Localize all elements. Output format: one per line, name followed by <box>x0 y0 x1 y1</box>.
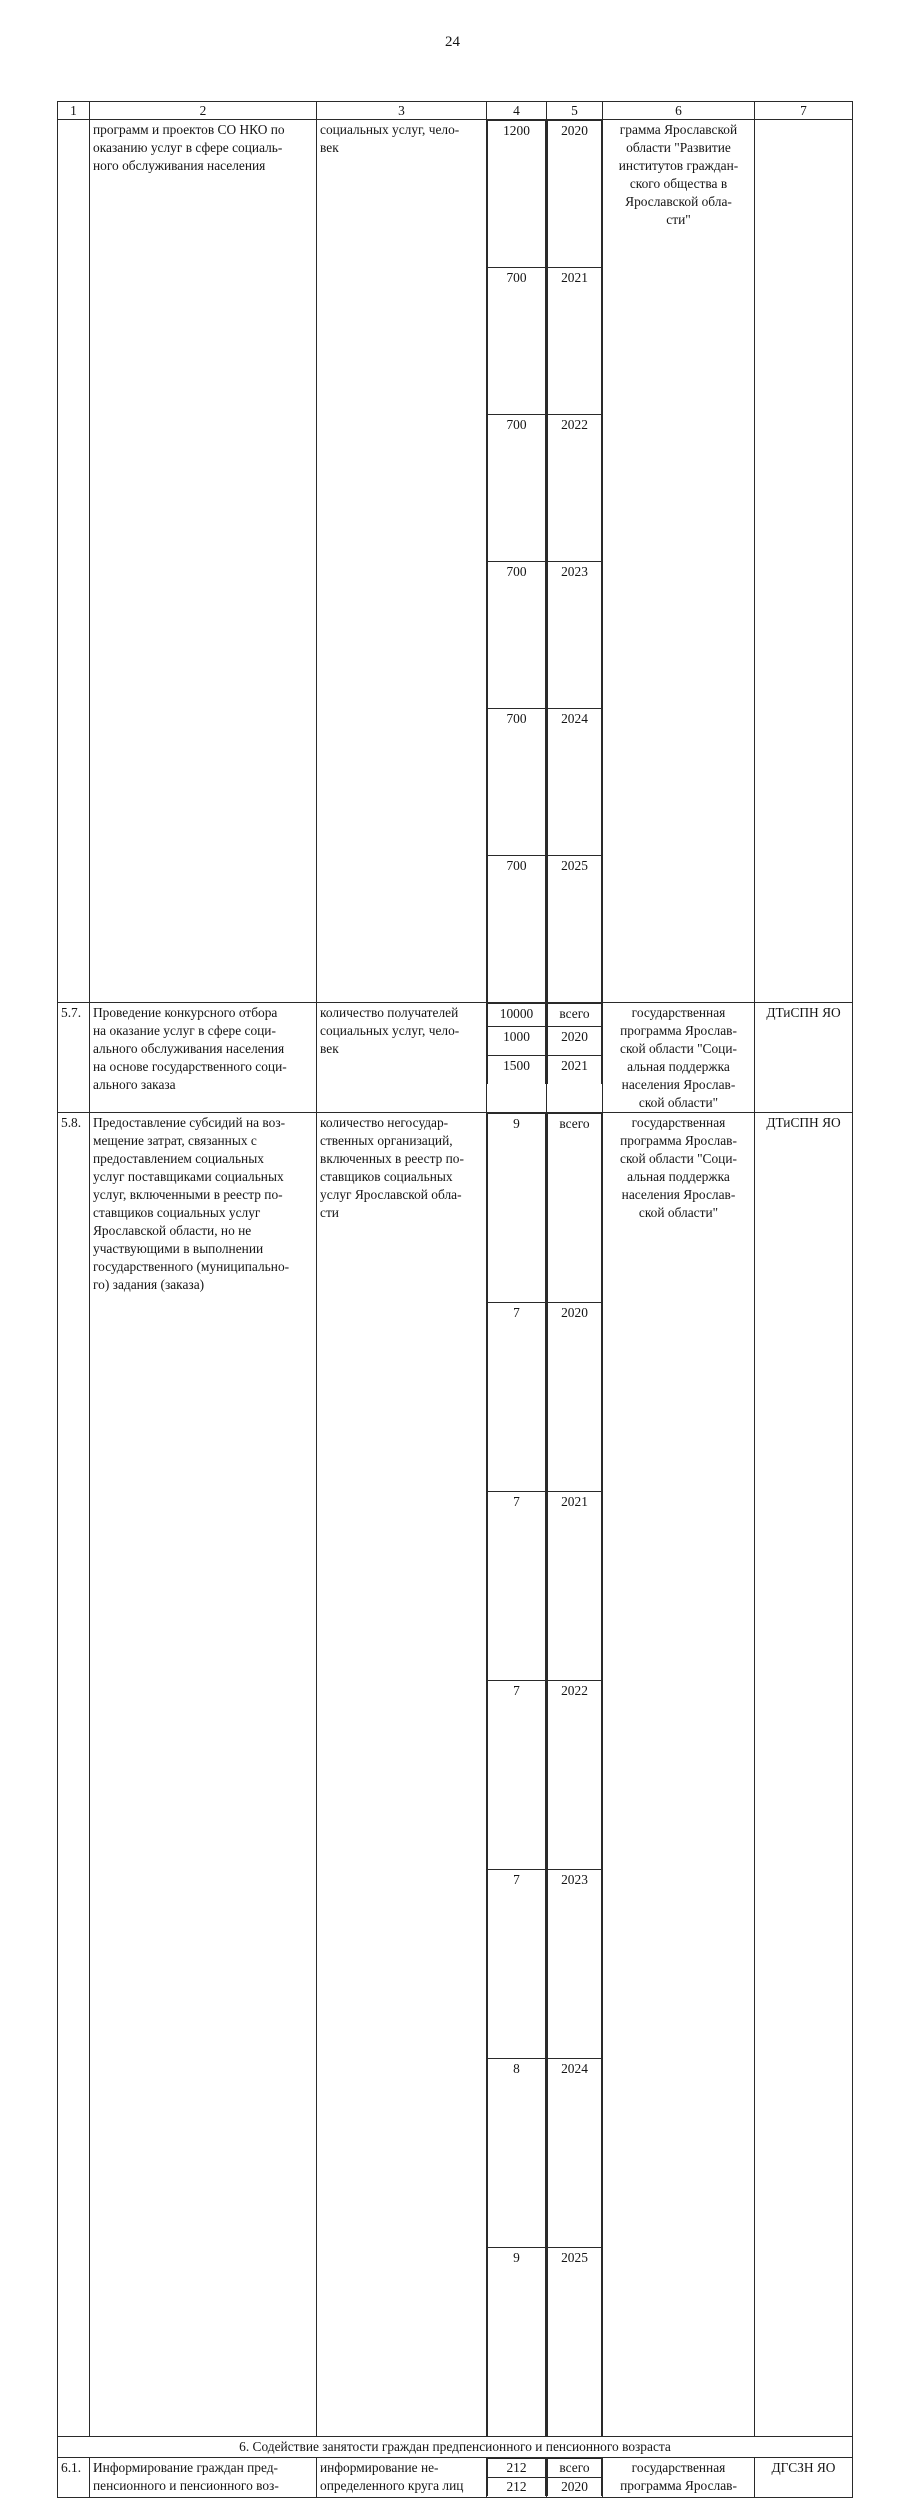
indicator-name: социальных услуг, чело- век <box>317 120 487 1003</box>
amount-value: 1500 <box>488 1056 546 1085</box>
year-value: 2024 <box>548 709 602 856</box>
measures-table <box>57 101 853 2498</box>
row-number <box>58 120 90 1003</box>
year-cell <box>547 1113 603 2437</box>
program-name: государственная программа Ярослав- ской области "Соци- альная поддержка населения Ярослав- ской области" <box>603 1113 755 2437</box>
amount-value: 1000 <box>488 1027 546 1056</box>
year-value: всего <box>548 1114 602 1303</box>
section-heading: 6. Содействие занятости граждан предпенсионного и пенсионного возраста <box>58 2437 853 2458</box>
program-name: государственная программа Ярослав- ской области "Соци- альная поддержка населения Ярослав- ской области" <box>603 1003 755 1113</box>
amount-value: 700 <box>488 268 546 415</box>
amount-value: 700 <box>488 415 546 562</box>
year-cell <box>547 2458 603 2498</box>
amount-value: 7 <box>488 1492 546 1681</box>
program-name: грамма Ярославской области "Развитие институтов граждан- ского общества в Ярославской обла- сти" <box>603 120 755 1003</box>
amount-value: 7 <box>488 1303 546 1492</box>
amount-value: 9 <box>488 2248 546 2437</box>
indicator-name: информирование не- определенного круга лиц <box>317 2458 487 2498</box>
header-col-1: 1 <box>58 102 90 120</box>
header-col-4: 4 <box>487 102 547 120</box>
year-value: 2023 <box>548 1870 602 2059</box>
measure-name: программ и проектов СО НКО по оказанию услуг в сфере социаль- ного обслуживания населения <box>90 120 317 1003</box>
year-value: 2020 <box>548 2478 602 2497</box>
amount-value: 7 <box>488 1870 546 2059</box>
header-col-5: 5 <box>547 102 603 120</box>
year-value: 2025 <box>548 2248 602 2437</box>
year-value: 2023 <box>548 562 602 709</box>
year-value: 2021 <box>548 1056 602 1085</box>
table-row <box>58 120 853 1003</box>
executor: ДТиСПН ЯО <box>755 1113 853 2437</box>
year-value: 2024 <box>548 2059 602 2248</box>
amount-value: 212 <box>488 2478 546 2497</box>
indicator-name: количество получателей социальных услуг, чело- век <box>317 1003 487 1113</box>
page-number: 24 <box>445 34 460 50</box>
table-row <box>58 1003 853 1113</box>
year-value: 2020 <box>548 121 602 268</box>
header-row <box>58 102 853 120</box>
year-value: 2025 <box>548 856 602 1003</box>
amount-value: 7 <box>488 1681 546 1870</box>
measure-name: Предоставление субсидий на воз- мещение затрат, связанных с предоставлением социальных услуг поставщиками социальных услуг, включенными в реестр по- ставщиков социальных услуг Ярославской области, но не участвующими в выполнении государственного (муниципально- го) задания (заказа) <box>90 1113 317 2437</box>
year-value: всего <box>548 2459 602 2478</box>
amount-value: 212 <box>488 2459 546 2478</box>
executor: ДГСЗН ЯО <box>755 2458 853 2498</box>
year-value: 2021 <box>548 1492 602 1681</box>
year-cell <box>547 120 603 1003</box>
row-number: 5.7. <box>58 1003 90 1113</box>
amount-value: 1200 <box>488 121 546 268</box>
table-row <box>58 1113 853 2437</box>
amount-cell <box>487 2458 547 2498</box>
executor: ДТиСПН ЯО <box>755 1003 853 1113</box>
year-value: 2020 <box>548 1027 602 1056</box>
amount-value: 10000 <box>488 1004 546 1027</box>
header-col-7: 7 <box>755 102 853 120</box>
measure-name: Проведение конкурсного отбора на оказание услуг в сфере соци- ального обслуживания населения на основе государственного соци- ального заказа <box>90 1003 317 1113</box>
amount-value: 700 <box>488 562 546 709</box>
table-row <box>58 2458 853 2498</box>
header-col-3: 3 <box>317 102 487 120</box>
amount-value: 700 <box>488 856 546 1003</box>
year-cell <box>547 1003 603 1113</box>
year-value: 2020 <box>548 1303 602 1492</box>
year-value: 2022 <box>548 1681 602 1870</box>
amount-value: 9 <box>488 1114 546 1303</box>
amount-cell <box>487 120 547 1003</box>
row-number: 6.1. <box>58 2458 90 2498</box>
row-number: 5.8. <box>58 1113 90 2437</box>
program-name: государственная программа Ярослав- <box>603 2458 755 2498</box>
year-value: 2021 <box>548 268 602 415</box>
header-col-6: 6 <box>603 102 755 120</box>
amount-cell <box>487 1113 547 2437</box>
executor <box>755 120 853 1003</box>
section-heading-row <box>58 2437 853 2458</box>
amount-cell <box>487 1003 547 1113</box>
year-value: 2022 <box>548 415 602 562</box>
amount-value: 8 <box>488 2059 546 2248</box>
amount-value: 700 <box>488 709 546 856</box>
year-value: всего <box>548 1004 602 1027</box>
indicator-name: количество негосудар- ственных организаций, включенных в реестр по- ставщиков социальных услуг Ярославской обла- сти <box>317 1113 487 2437</box>
measure-name: Информирование граждан пред- пенсионного и пенсионного воз- <box>90 2458 317 2498</box>
header-col-2: 2 <box>90 102 317 120</box>
